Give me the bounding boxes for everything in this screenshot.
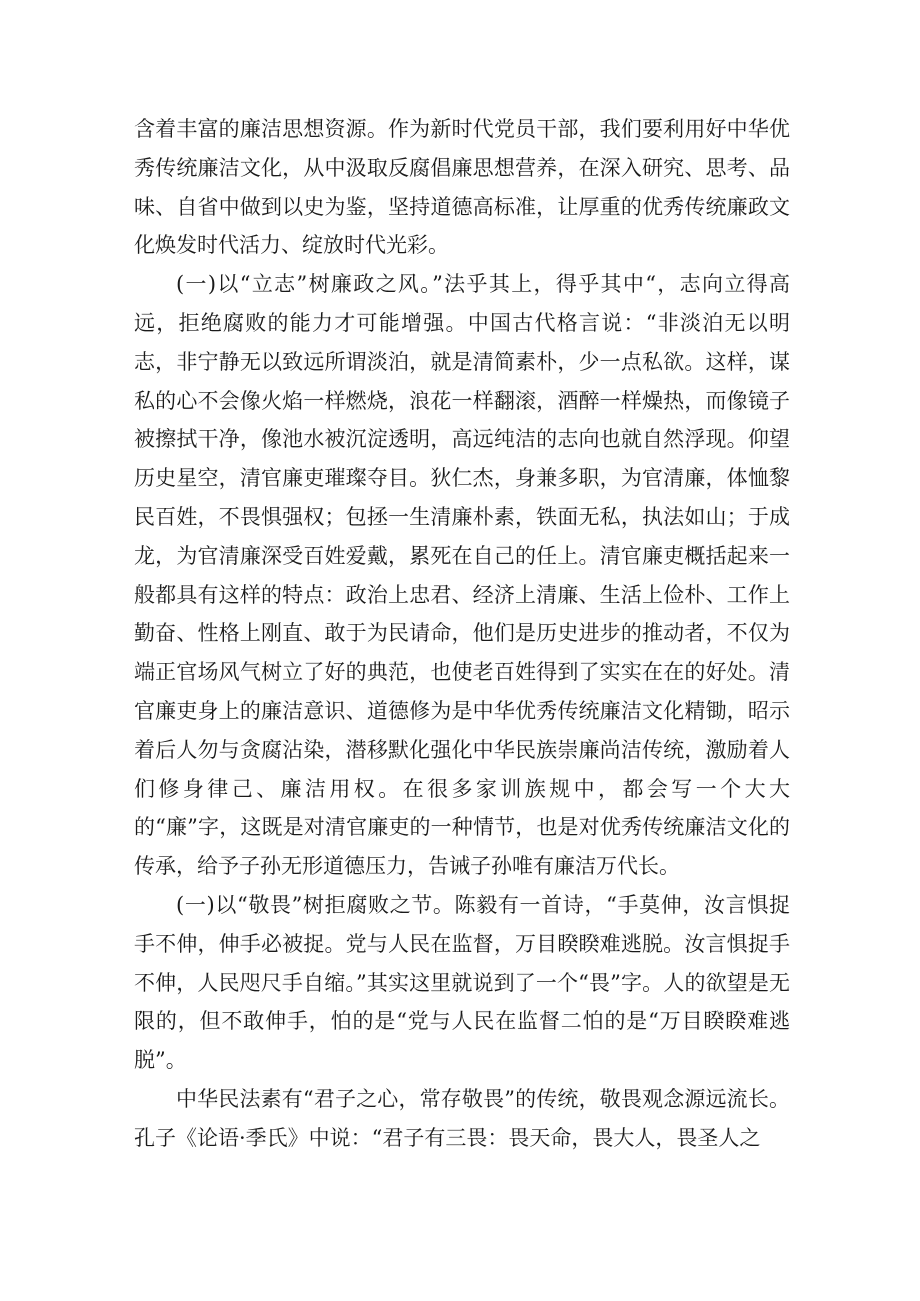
paragraph-intro: 含着丰富的廉洁思想资源。作为新时代党员干部，我们要利用好中华优秀传统廉洁文化，从中汲取反腐倡廉思想营养，在深入研究、思考、品味、自省中做到以史为鉴，坚持道德高标准，让厚重的优秀传统廉政文化焕发时代活力、绽放时代光彩。 (134, 117, 790, 258)
paragraph-tradition: 中华民法素有“君子之心，常存敬畏”的传统，敬畏观念源远流长。孔子《论语·季氏》中说：“君子有三畏：畏天命，畏大人，畏圣人之 (134, 1086, 790, 1150)
paragraph-reverence: (一)以“敬畏”树拒腐败之节。陈毅有一首诗，“手莫伸，汝言惧捉手不伸，伸手必被捉。党与人民在监督，万目睽睽难逃脱。汝言惧捉手不伸，人民咫尺手自缩。”其实这里就说到了一个“畏”字。人的欲望是无限的，但不敢伸手，怕的是“党与人民在监督二怕的是“万目睽睽难逃脱”。 (134, 892, 790, 1073)
paragraph-aspiration: (一)以“立志”树廉政之风。”法乎其上，得乎其中“，志向立得高远，拒绝腐败的能力才可能增强。中国古代格言说：“非淡泊无以明志，非宁静无以致远所谓淡泊，就是清简素朴，少一点私欲。这样，谋私的心不会像火焰一样燃烧，浪花一样翻滚，酒醉一样燥热，而像镜子被擦拭干净，像池水被沉淀透明，高远纯洁的志向也就自然浮现。仰望历史星空，清官廉吏璀璨夺目。狄仁杰，身兼多职，为官清廉，体恤黎民百姓，不畏惧强权；包拯一生清廉朴素，铁面无私，执法如山；于成龙，为官清廉深受百姓爱戴，累死在自己的任上。清官廉吏概括起来一般都具有这样的特点：政治上忠君、经济上清廉、生活上俭朴、工作上勤奋、性格上刚直、敢于为民请命，他们是历史进步的推动者，不仅为端正官场风气树立了好的典范，也使老百姓得到了实实在在的好处。清官廉吏身上的廉洁意识、道德修为是中华优秀传统廉洁文化精锄，昭示着后人勿与贪腐沾染，潜移默化强化中华民族崇廉尚洁传统，激励着人们修身律己、廉洁用权。在很多家训族规中，都会写一个大大的“廉”字，这既是对清官廉吏的一种情节，也是对优秀传统廉洁文化的传承，给予子孙无形道德压力，告诫子孙唯有廉洁万代长。 (134, 272, 790, 879)
document-page (134, 110, 790, 1158)
